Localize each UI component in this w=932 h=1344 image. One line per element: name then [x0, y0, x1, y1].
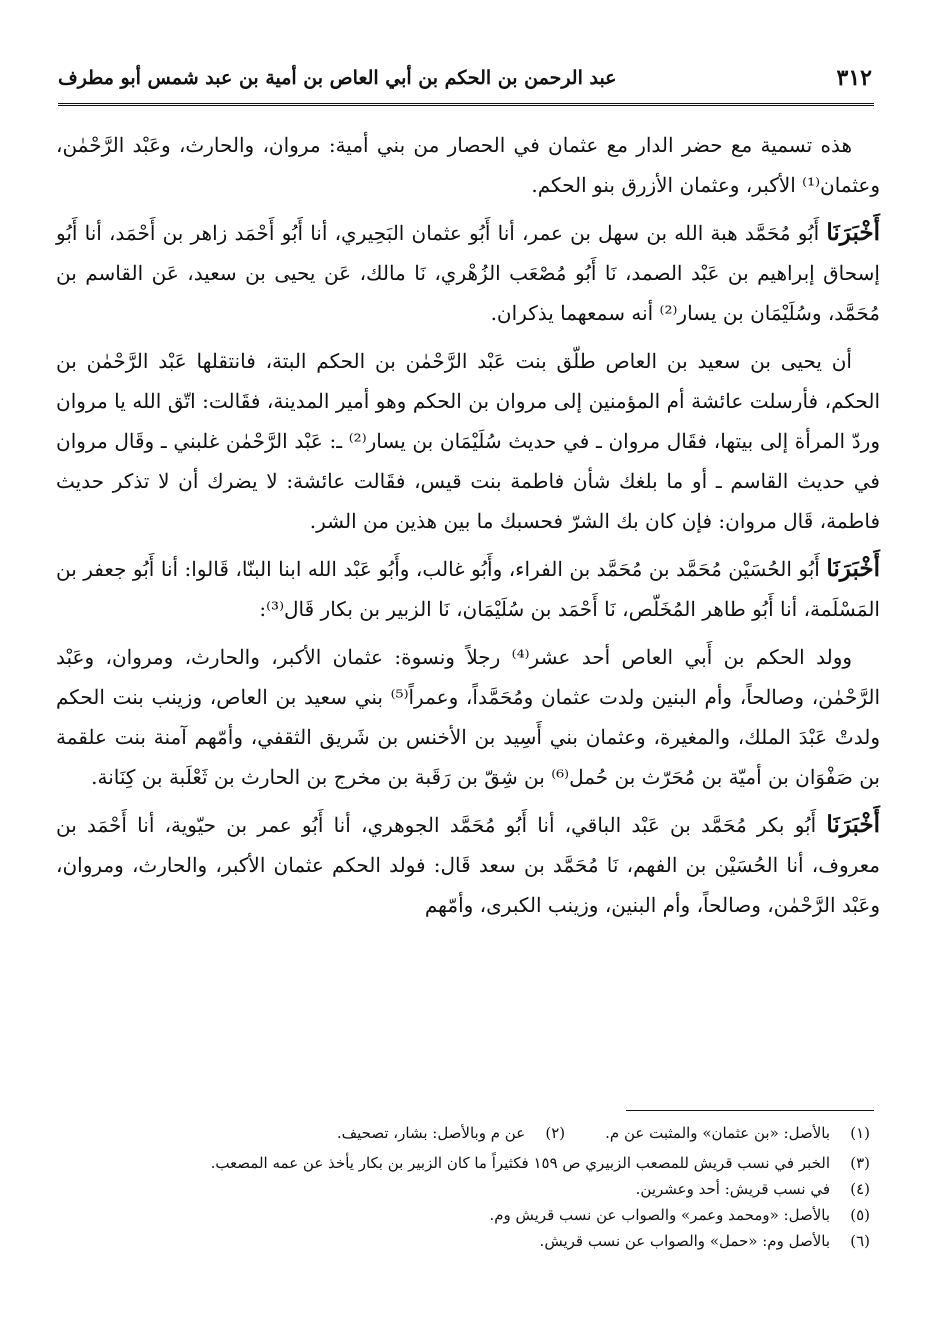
paragraph-text: هذه تسمية مع حضر الدار مع عثمان في الحصار من بني أمية: مروان، والحارث، وعَبْد الرَّحْمٰن، وعثمان⁽¹⁾ الأكبر، وعثمان الأزرق بنو الحكم.: [56, 133, 880, 197]
paragraph-text: وولد الحكم بن أَبي العاص أحد عشر⁽⁴⁾ رجلاً ونسوة: عثمان الأكبر، والحارث، ومروان، وعَبْد الرَّحْمٰن، وصالحاً، وأم البنين ولدت عثمان ومُحَمَّداً، وعمراً⁽⁵⁾ بني سعيد بن العاص، وزينب بنت الحكم ولدتْ عَبْدَ الملك، والمغيرة، وعثمان بني أَسِيد بن الأخنس بن شَريق الثقفي، وأمّهم آمنة بنت علقمة بن صَفْوَان بن أميّة بن مُحَرّث بن حُمل⁽⁶⁾ بن شِقّ بن رَقَبة بن مخرج بن الحارث بن ثَعْلَبة بن كِنَانة.: [56, 645, 881, 789]
footnote-number: (٤): [850, 1180, 870, 1198]
footnote-row-1-2: [60, 1122, 870, 1148]
footnote-number: (١): [850, 1124, 870, 1142]
footnote-3: [60, 1152, 870, 1174]
paragraph-lead: أَخْبَرَنَا: [826, 555, 880, 582]
paragraph-lead: أَخْبَرَنَا: [826, 219, 880, 246]
footnote-text: بالأصل: «بن عثمان» والمثبت عن م.: [605, 1124, 830, 1142]
footnote-text: بالأصل وم: «حمل» والصواب عن نسب قريش.: [539, 1232, 830, 1250]
running-title: عبد الرحمن بن الحكم بن أبي العاص بن أمية بن عبد شمس أبو مطرف: [58, 67, 617, 89]
footnote-number: (٦): [850, 1232, 870, 1250]
paragraph-text: أَبُو مُحَمَّد هبة الله بن سهل بن عمر، أنا أَبُو عثمان البَحِيري، أنا أَبُو أَحْمَد زاهر بن أَحْمَد، أنا أَبُو إسحاق إبراهيم بن عَبْد الصمد، نَا أَبُو مُصْعَب الزُهْري، نَا مالك، عَن يحيى بن سعيد، عَن القاسم بن مُحَمَّد، وسُلَيْمَان بن يسار⁽²⁾ أنه سمعهما يذكران.: [56, 221, 880, 325]
footnotes: [60, 1122, 870, 1256]
footnote-6: [60, 1230, 870, 1252]
paragraph-3: [56, 341, 880, 541]
paragraph-6: [56, 805, 880, 925]
footnote-text: الخبر في نسب قريش للمصعب الزبيري ص ١٥٩ فكثيراً ما كان الزبير بن بكار يأخذ عن عمه المصعب.: [210, 1154, 830, 1172]
paragraph-lead: أَخْبَرَنَا: [826, 811, 880, 838]
header-rule: [58, 103, 874, 106]
footnote-4: [60, 1178, 870, 1200]
footnote-rule: [626, 1110, 874, 1111]
paragraph-text: أَبُو الحُسَيْن مُحَمَّد بن مُحَمَّد بن الفراء، وأَبُو غالب، وأَبُو عَبْد الله ابنا البنّا، قَالوا: أنا أَبُو جعفر بن المَسْلَمة، أنا أَبُو طاهر المُخَلّص، نَا أَحْمَد بن سُلَيْمَان، نَا الزبير بن بكار قَال⁽³⁾:: [56, 557, 880, 621]
footnote-text: بالأصل: «ومحمد وعمر» والصواب عن نسب قريش وم.: [489, 1206, 830, 1224]
page-header: [58, 56, 872, 100]
paragraph-2: [56, 213, 880, 333]
footnote-text: عن م وبالأصل: بشار، تصحيف.: [336, 1124, 526, 1142]
paragraph-text: أَبُو بكر مُحَمَّد بن عَبْد الباقي، أنا أَبُو مُحَمَّد الجوهري، أنا أَبُو عمر بن حيّوية، أنا أَحْمَد بن معروف، أنا الحُسَيْن بن الفهم، نَا مُحَمَّد بن سعد قَال: فولد الحكم عثمان الأكبر، والحارث، ومروان، وعَبْد الرَّحْمٰن، وصالحاً، وأم البنين، وزينب الكبرى، وأمّهم: [56, 813, 880, 917]
footnote-number: (٣): [850, 1154, 870, 1172]
footnote-text: في نسب قريش: أحد وعشرين.: [635, 1180, 830, 1198]
paragraph-1: [56, 125, 880, 205]
footnote-5: [60, 1204, 870, 1226]
footnote-number: (٢): [545, 1124, 566, 1142]
paragraph-4: [56, 549, 880, 629]
footnote-number: (٥): [850, 1206, 870, 1224]
main-text: [56, 125, 880, 933]
paragraph-text: أن يحيى بن سعيد بن العاص طلّق بنت عَبْد الرَّحْمٰن بن الحكم البتة، فانتقلها عَبْد الرَّحْمٰن بن الحكم، فأرسلت عائشة أم المؤمنين إلى مروان بن الحكم وهو أمير المدينة، فقَالت: اتّق الله يا مروان وردّ المرأة إلى بيتها، فقَال مروان ـ في حديث سُلَيْمَان بن يسار⁽²⁾ ـ: عَبْد الرَّحْمٰن غلبني ـ وقَال مروان في حديث القاسم ـ أو ما بلغك شأن فاطمة بنت قيس، فقَالت عائشة: لا يضرك أن لا تذكر حديث فاطمة، قَال مروان: فإن كان بك الشرّ فحسبك ما بين هذين من الشر.: [56, 349, 880, 533]
footnote-1: [605, 1122, 870, 1144]
paragraph-5: [56, 637, 880, 797]
footnote-2: [337, 1122, 565, 1144]
page-number: ٣١٢: [836, 65, 872, 91]
